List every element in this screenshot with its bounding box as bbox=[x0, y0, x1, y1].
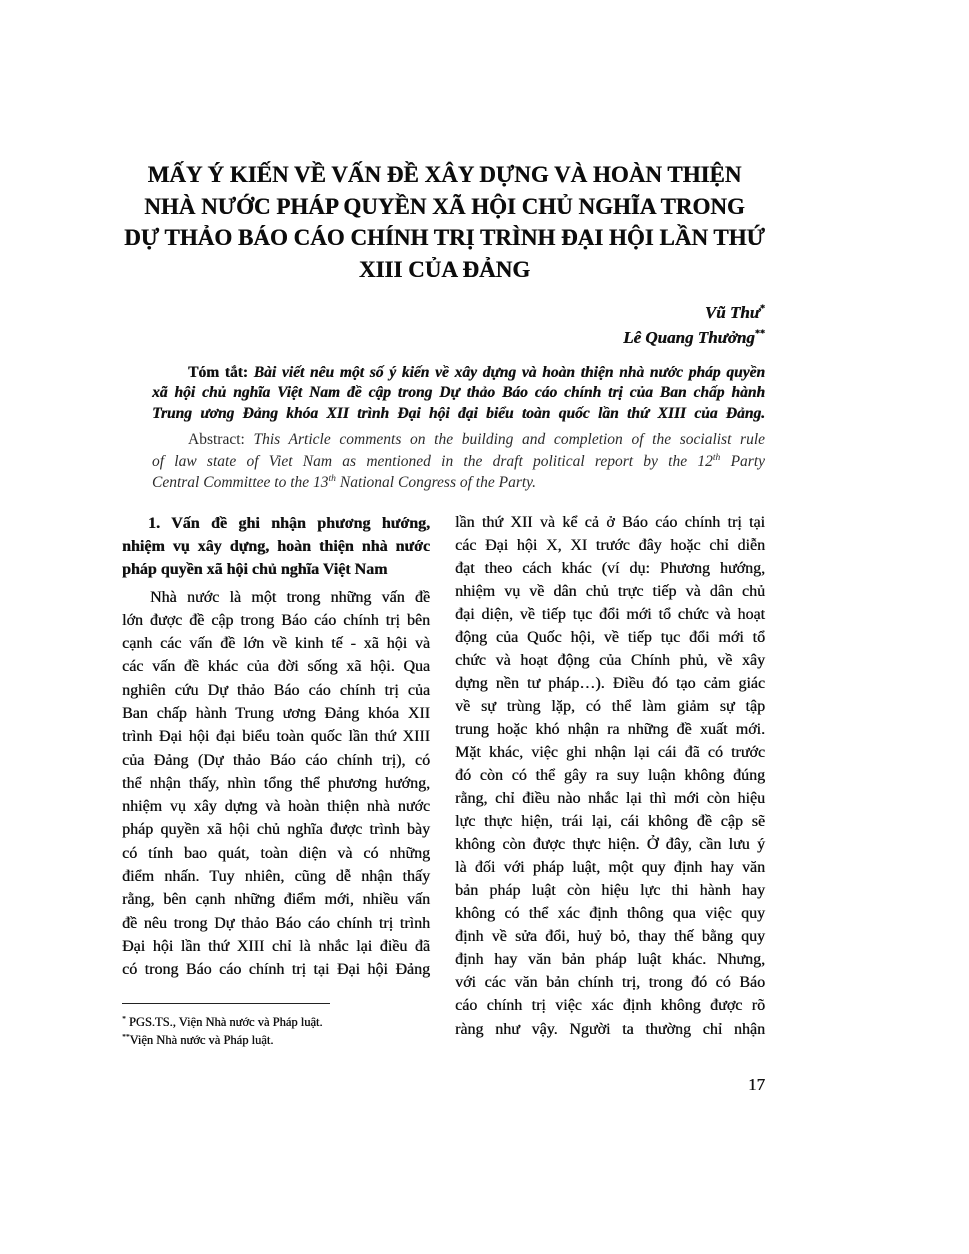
heading-line: nhiệm vụ xây dựng, hoàn thiện nhà nước bbox=[122, 538, 430, 556]
abstract-english bbox=[152, 429, 765, 494]
footnote bbox=[122, 1013, 430, 1031]
abstract-text: Central Committee to the 13 bbox=[152, 474, 329, 492]
page-number: 17 bbox=[748, 1075, 765, 1094]
title-line: NHÀ NƯỚC PHÁP QUYỀN XÃ HỘI CHỦ NGHĨA TRONG bbox=[144, 193, 745, 219]
abstract-line bbox=[152, 472, 765, 494]
text-line: rằng, chỉ điều nào nhắc lại thì mới còn hiệu bbox=[455, 790, 765, 808]
ordinal-suffix: th bbox=[712, 451, 721, 463]
text-line: đạt theo cách khác (ví dụ: Phương hướng, bbox=[455, 559, 765, 577]
abstract-text: Party bbox=[730, 452, 766, 470]
ordinal-suffix: th bbox=[328, 473, 336, 485]
footnote bbox=[122, 1031, 430, 1049]
author bbox=[122, 300, 765, 325]
text-line: về sự trùng lặp, có thể làm giảm sự tập bbox=[455, 697, 765, 715]
text-line: trung hoặc khó nhận ra những đề xuất mới. bbox=[455, 720, 765, 738]
text-line: định về sửa đổi, huỷ bỏ, thay thế bằng quy bbox=[455, 928, 765, 946]
text-line: chức và hoạt động của Chính phủ, về xây bbox=[455, 651, 765, 669]
abstract-text: National Congress of the Party. bbox=[339, 474, 537, 492]
abstract-text: Bài viết nêu một số ý kiến về xây dựng và hoàn thiện nhà nước pháp quyền bbox=[253, 363, 765, 381]
author-footnote-marker: * bbox=[759, 302, 765, 314]
text-line: trình Đại hội đại biểu toàn quốc lần thứ XIII bbox=[122, 728, 430, 746]
text-line: thể nhận thấy, nhìn tổng thể phương hướng, bbox=[122, 774, 430, 792]
footnote-text: Viện Nhà nước và Pháp luật. bbox=[129, 1033, 274, 1047]
text-line: có trong Báo cáo chính trị tại Đại hội Đảng bbox=[122, 961, 430, 979]
text-line: Ban chấp hành Trung ương Đảng khóa XII bbox=[122, 704, 430, 722]
abstract-line bbox=[152, 363, 765, 384]
title-line: MẤY Ý KIẾN VỀ VẤN ĐỀ XÂY DỰNG VÀ HOÀN THIỆN bbox=[147, 162, 742, 187]
author-footnote-marker: ** bbox=[754, 327, 765, 339]
text-line: các Đại hội X, XI trước đây hoặc chỉ diễn bbox=[455, 536, 765, 554]
text-line: đại diện, về tiếp tục đổi mới tổ chức và hoạt bbox=[455, 605, 765, 623]
article-title bbox=[60, 159, 829, 286]
abstract-text: This Article comments on the building and completion of the socialist rule bbox=[253, 431, 766, 449]
footnote-marker: ** bbox=[122, 1031, 130, 1041]
abstract-label: Abstract: bbox=[188, 431, 245, 449]
author-name: Vũ Thư bbox=[704, 302, 760, 322]
abstract-line: Trung ương Đảng khóa XII trình Đại hội đại biểu toàn quốc lần thứ XIII của Đảng. bbox=[152, 404, 765, 422]
left-column-body bbox=[122, 586, 430, 982]
footnote-marker: * bbox=[122, 1013, 126, 1023]
text-line: định hay văn bản pháp luật khác. Nhưng, bbox=[455, 951, 765, 969]
text-line: động của Quốc hội, về tiếp tục đổi mới tổ bbox=[455, 628, 765, 646]
text-line: các vấn đề khác của đời sống xã hội. Qua bbox=[122, 658, 430, 676]
text-line: cạnh các vấn đề lớn về kinh tế - xã hội và bbox=[122, 635, 430, 653]
text-line: là đối với pháp luật, một quy định hay văn bbox=[455, 859, 765, 877]
text-line: dựng nền tư pháp…). Điều đó tạo cảm giác bbox=[455, 674, 765, 692]
title-line: DỰ THẢO BÁO CÁO CHÍNH TRỊ TRÌNH ĐẠI HỘI LẦN THỨ bbox=[124, 225, 765, 251]
text-line: nhiệm vụ về dân chủ trực tiếp và dân chủ bbox=[455, 582, 765, 600]
text-line: có tính bao quát, toàn diện và có những bbox=[122, 844, 430, 862]
section-heading bbox=[122, 512, 430, 581]
abstract-vietnamese bbox=[152, 363, 765, 425]
text-line: Đại hội lần thứ XIII chỉ là nhắc lại điều đã bbox=[122, 937, 430, 955]
text-line: bản pháp luật còn hiệu lực thi hành hay bbox=[455, 882, 765, 900]
text-line: với các văn bản chính trị, trong đó có Báo bbox=[455, 974, 765, 992]
text-line: nhiệm vụ xây dựng và hoàn thiện nhà nước bbox=[122, 798, 430, 816]
text-line: không có thể xác định thông qua việc quy bbox=[455, 905, 765, 923]
text-line: Nhà nước là một trong những vấn đề bbox=[150, 588, 430, 606]
text-line: Mặt khác, việc ghi nhận lại cái đã có trước bbox=[455, 743, 765, 761]
text-line: đề nêu trong Dự thảo Báo cáo chính trị trình bbox=[122, 914, 430, 932]
text-line: rằng, bên cạnh những điểm mới, nhiều vấn bbox=[122, 891, 430, 909]
footnote-separator bbox=[122, 1003, 330, 1004]
text-line: lực thực hiện, trái lại, cái không đề cập sẽ bbox=[455, 813, 765, 831]
text-line: không còn được thực hiện. Ở đây, cần lưu ý bbox=[455, 836, 765, 854]
right-column-body bbox=[455, 511, 765, 1041]
abstract-text: of law state of Viet Nam as mentioned in the draft political report by the 12 bbox=[152, 452, 713, 470]
author bbox=[122, 325, 765, 350]
text-line: lớn được đề cập trong Báo cáo chính trị bên bbox=[122, 611, 430, 629]
abstract-line bbox=[152, 451, 765, 473]
heading-line: 1. Vấn đề ghi nhận phương hướng, bbox=[148, 515, 430, 532]
text-line: nghiên cứu Dự thảo Báo cáo chính trị của bbox=[122, 681, 430, 699]
title-line: XIII CỦA ĐẢNG bbox=[358, 257, 531, 283]
abstract-line: xã hội chủ nghĩa Việt Nam đề cập trong Dự thảo Báo cáo chính trị của Ban chấp hành bbox=[152, 384, 765, 402]
text-line: của Đảng (Dự thảo Báo cáo chính trị), có bbox=[122, 751, 430, 769]
text-line: cáo chính trị việc xác định không được rõ bbox=[455, 997, 765, 1015]
abstract-line bbox=[152, 429, 765, 451]
heading-line: pháp quyền xã hội chủ nghĩa Việt Nam bbox=[122, 561, 388, 579]
author-list bbox=[122, 300, 765, 350]
text-line: pháp quyền xã hội chủ nghĩa được trình bày bbox=[122, 821, 430, 839]
text-line: điểm nhấn. Tuy nhiên, cũng dễ nhận thấy bbox=[122, 868, 430, 886]
footnotes bbox=[122, 1013, 430, 1049]
author-name: Lê Quang Thưởng bbox=[623, 327, 755, 347]
text-line: đó còn có thể gây ra suy luận không đúng bbox=[455, 767, 765, 785]
text-line: ràng như vậy. Người ta thường chỉ nhận bbox=[455, 1020, 765, 1038]
abstract-label: Tóm tắt: bbox=[188, 363, 248, 381]
footnote-text: PGS.TS., Viện Nhà nước và Pháp luật. bbox=[128, 1015, 323, 1029]
text-line: lần thứ XII và kể cả ở Báo cáo chính trị tại bbox=[455, 513, 765, 531]
